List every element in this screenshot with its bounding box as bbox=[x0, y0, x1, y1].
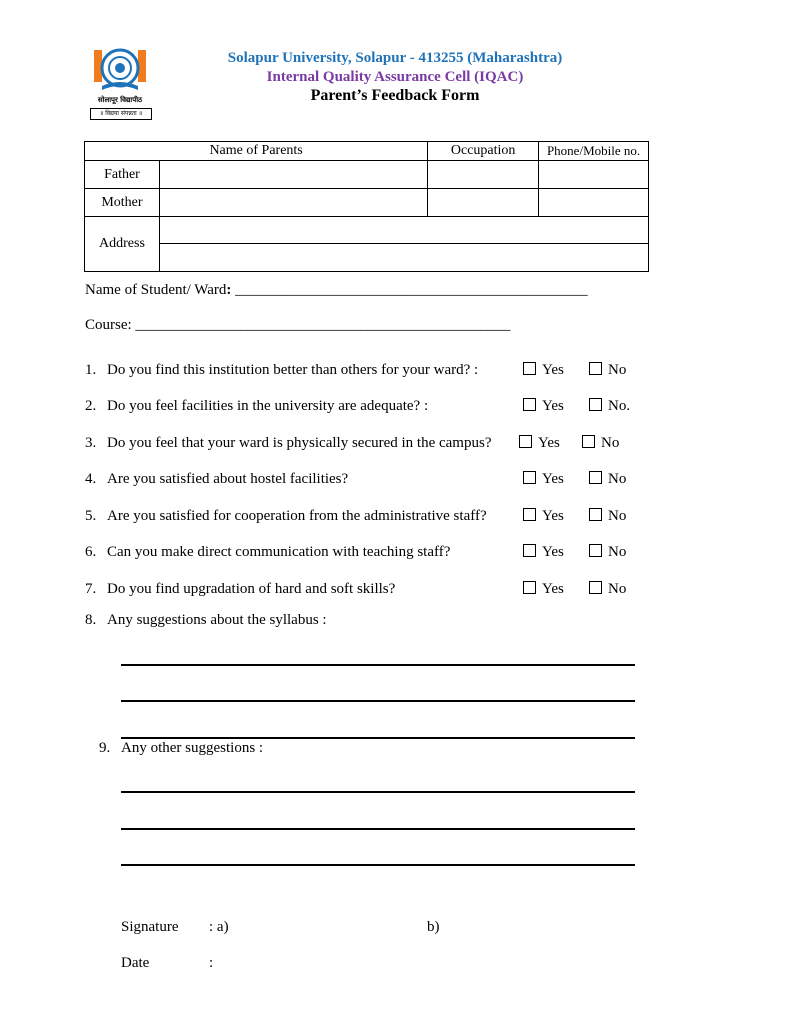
question-7-number: 7. bbox=[85, 581, 97, 597]
logo-name: सोलापूर विद्यापीठ bbox=[97, 96, 143, 104]
question-4-yes-option[interactable] bbox=[523, 471, 564, 488]
parents-table bbox=[84, 141, 649, 272]
checkbox-icon[interactable] bbox=[589, 471, 602, 484]
question-2-text: Do you feel facilities in the university are adequate? : bbox=[107, 398, 429, 414]
question-3-no-option[interactable] bbox=[582, 435, 619, 452]
no-label: No bbox=[608, 508, 627, 524]
student-name-line[interactable]: _______________________________________________ bbox=[235, 282, 588, 298]
question-5-no-option[interactable] bbox=[589, 508, 626, 525]
other-answer-line-2[interactable] bbox=[121, 828, 635, 830]
question-2-no-option[interactable] bbox=[589, 398, 630, 415]
table-row-mother bbox=[85, 189, 649, 217]
mother-phone-field[interactable] bbox=[539, 189, 649, 217]
question-6-text: Can you make direct communication with teaching staff? bbox=[107, 544, 451, 560]
question-2 bbox=[85, 398, 428, 415]
syllabus-answer-line-3[interactable] bbox=[121, 737, 635, 739]
checkbox-icon[interactable] bbox=[589, 544, 602, 557]
other-answer-line-3[interactable] bbox=[121, 864, 635, 866]
question-9 bbox=[99, 740, 263, 757]
question-5-yes-option[interactable] bbox=[523, 508, 564, 525]
no-label: No bbox=[608, 581, 627, 597]
logo-motto: ॥ विद्यया संपन्नता ॥ bbox=[90, 108, 152, 120]
question-7-yes-option[interactable] bbox=[523, 581, 564, 598]
question-1-number: 1. bbox=[85, 362, 97, 378]
checkbox-icon[interactable] bbox=[589, 362, 602, 375]
question-2-number: 2. bbox=[85, 398, 97, 414]
question-1-yes-option[interactable] bbox=[523, 362, 564, 379]
no-label: No bbox=[608, 544, 627, 560]
no-label: No bbox=[608, 362, 627, 378]
checkbox-icon[interactable] bbox=[523, 544, 536, 557]
father-phone-field[interactable] bbox=[539, 161, 649, 189]
course-line[interactable]: __________________________________________________ bbox=[135, 317, 511, 333]
question-2-yes-option[interactable] bbox=[523, 398, 564, 415]
date-label: Date bbox=[121, 955, 150, 971]
father-occupation-field[interactable] bbox=[428, 161, 539, 189]
yes-label: Yes bbox=[542, 398, 564, 414]
no-label: No bbox=[608, 471, 627, 487]
col-occupation: Occupation bbox=[428, 142, 539, 161]
mother-occupation-field[interactable] bbox=[428, 189, 539, 217]
label-address: Address bbox=[85, 217, 160, 272]
question-7-text: Do you find upgradation of hard and soft skills? bbox=[107, 581, 396, 597]
checkbox-icon[interactable] bbox=[519, 435, 532, 448]
table-row-address bbox=[85, 217, 649, 272]
signature-label: Signature bbox=[121, 919, 179, 935]
question-7-no-option[interactable] bbox=[589, 581, 626, 598]
checkbox-icon[interactable] bbox=[523, 508, 536, 521]
father-name-field[interactable] bbox=[159, 161, 427, 189]
question-6 bbox=[85, 544, 450, 561]
label-mother: Mother bbox=[85, 189, 160, 217]
question-1-no-option[interactable] bbox=[589, 362, 626, 379]
yes-label: Yes bbox=[538, 435, 560, 451]
no-label: No. bbox=[608, 398, 631, 414]
question-3-text: Do you feel that your ward is physically secured in the campus? bbox=[107, 435, 492, 451]
question-1-text: Do you find this institution better than others for your ward? : bbox=[107, 362, 479, 378]
col-phone: Phone/Mobile no. bbox=[539, 142, 649, 161]
question-1 bbox=[85, 362, 478, 379]
table-header-row bbox=[85, 142, 649, 161]
question-4 bbox=[85, 471, 348, 488]
checkbox-icon[interactable] bbox=[589, 581, 602, 594]
university-name: Solapur University, Solapur - 413255 (Maharashtra) bbox=[227, 50, 563, 66]
checkbox-icon[interactable] bbox=[523, 471, 536, 484]
address-line-2[interactable] bbox=[160, 244, 648, 271]
question-3-number: 3. bbox=[85, 435, 97, 451]
university-logo bbox=[88, 44, 152, 122]
question-8-number: 8. bbox=[85, 612, 97, 628]
course-field[interactable] bbox=[85, 317, 510, 334]
question-4-text: Are you satisfied about hostel facilities? bbox=[107, 471, 349, 487]
question-6-yes-option[interactable] bbox=[523, 544, 564, 561]
table-row-father bbox=[85, 161, 649, 189]
signature-b[interactable]: b) bbox=[427, 919, 440, 935]
question-5 bbox=[85, 508, 487, 525]
mother-name-field[interactable] bbox=[159, 189, 427, 217]
course-label: Course: bbox=[85, 317, 132, 333]
question-5-number: 5. bbox=[85, 508, 97, 524]
question-6-number: 6. bbox=[85, 544, 97, 560]
other-answer-line-1[interactable] bbox=[121, 791, 635, 793]
question-4-no-option[interactable] bbox=[589, 471, 626, 488]
yes-label: Yes bbox=[542, 581, 564, 597]
question-3 bbox=[85, 435, 491, 452]
yes-label: Yes bbox=[542, 508, 564, 524]
label-father: Father bbox=[85, 161, 160, 189]
question-4-number: 4. bbox=[85, 471, 97, 487]
checkbox-icon[interactable] bbox=[523, 362, 536, 375]
yes-label: Yes bbox=[542, 471, 564, 487]
checkbox-icon[interactable] bbox=[523, 398, 536, 411]
student-name-field[interactable] bbox=[85, 282, 588, 299]
question-9-text: Any other suggestions : bbox=[121, 740, 264, 756]
syllabus-answer-line-2[interactable] bbox=[121, 700, 635, 702]
syllabus-answer-line-1[interactable] bbox=[121, 664, 635, 666]
no-label: No bbox=[601, 435, 620, 451]
checkbox-icon[interactable] bbox=[523, 581, 536, 594]
address-field[interactable] bbox=[159, 217, 648, 272]
signature-a[interactable]: : a) bbox=[209, 919, 229, 935]
question-3-yes-option[interactable] bbox=[519, 435, 560, 452]
col-name-of-parents: Name of Parents bbox=[85, 142, 428, 161]
question-6-no-option[interactable] bbox=[589, 544, 626, 561]
question-9-number: 9. bbox=[99, 740, 111, 756]
question-5-text: Are you satisfied for cooperation from the administrative staff? bbox=[107, 508, 487, 524]
student-name-colon: : bbox=[226, 282, 232, 298]
iqac-name: Internal Quality Assurance Cell (IQAC) bbox=[266, 69, 524, 85]
question-7 bbox=[85, 581, 395, 598]
question-8-text: Any suggestions about the syllabus : bbox=[107, 612, 327, 628]
yes-label: Yes bbox=[542, 362, 564, 378]
checkbox-icon[interactable] bbox=[589, 398, 602, 411]
form-title: Parent’s Feedback Form bbox=[310, 87, 480, 104]
student-name-label: Name of Student/ Ward bbox=[85, 282, 227, 298]
date-colon[interactable]: : bbox=[209, 955, 214, 971]
question-8 bbox=[85, 612, 327, 629]
checkbox-icon[interactable] bbox=[589, 508, 602, 521]
checkbox-icon[interactable] bbox=[582, 435, 595, 448]
yes-label: Yes bbox=[542, 544, 564, 560]
address-line-1[interactable] bbox=[160, 217, 648, 244]
